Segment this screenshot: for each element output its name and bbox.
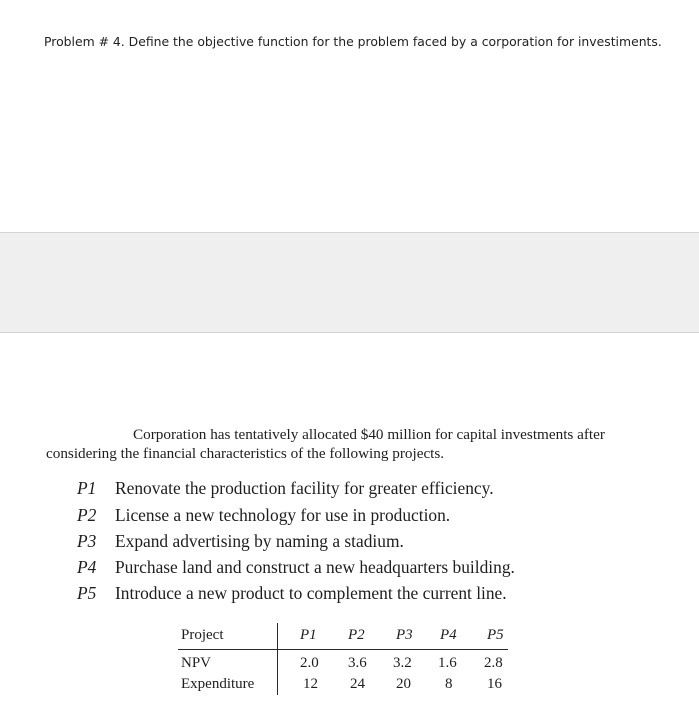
problem-title: Problem # 4. Define the objective function for the problem faced by a corporation for investiments. — [44, 34, 662, 49]
table-header-p5: P5 — [487, 627, 504, 643]
table-header-p3: P3 — [396, 627, 413, 643]
table-divider-vertical — [277, 623, 278, 695]
table-header-p2: P2 — [348, 627, 365, 643]
table-cell: 2.0 — [300, 655, 319, 671]
project-item-p2 — [77, 505, 450, 526]
project-code: P5 — [77, 583, 97, 603]
project-code: P3 — [77, 531, 97, 551]
intro-line-1: Corporation has tentatively allocated $40 million for capital investments after — [133, 426, 605, 443]
table-cell: 12 — [303, 676, 318, 692]
project-code: P1 — [77, 478, 97, 498]
project-description: Introduce a new product to complement the current line. — [115, 583, 507, 603]
project-description: License a new technology for use in production. — [115, 505, 451, 525]
project-description: Purchase land and construct a new headquarters building. — [115, 557, 515, 577]
table-cell: 1.6 — [438, 655, 457, 671]
project-item-p4 — [77, 557, 515, 578]
project-code: P2 — [77, 505, 97, 525]
project-item-p1 — [77, 478, 494, 499]
project-item-p3 — [77, 531, 404, 552]
table-cell: 3.6 — [348, 655, 367, 671]
table-divider-horizontal — [178, 649, 508, 650]
answer-band-bottom — [0, 286, 699, 333]
table-row-label-npv: NPV — [181, 655, 212, 671]
table-cell: 2.8 — [484, 655, 503, 671]
project-description: Renovate the production facility for greater efficiency. — [115, 478, 494, 498]
project-code: P4 — [77, 557, 97, 577]
table-cell: 16 — [487, 676, 502, 692]
project-table — [178, 620, 518, 700]
table-header-p1: P1 — [300, 627, 317, 643]
table-cell: 8 — [445, 676, 453, 692]
table-cell: 3.2 — [393, 655, 412, 671]
table-header-p4: P4 — [440, 627, 457, 643]
project-item-p5 — [77, 583, 507, 604]
table-cell: 20 — [396, 676, 411, 692]
intro-line-2: considering the financial characteristics of the following projects. — [46, 445, 445, 462]
answer-band-top — [0, 232, 699, 287]
table-cell: 24 — [350, 676, 365, 692]
table-header-label: Project — [181, 627, 224, 643]
project-description: Expand advertising by naming a stadium. — [115, 531, 404, 551]
table-row-label-expenditure: Expenditure — [181, 676, 255, 692]
